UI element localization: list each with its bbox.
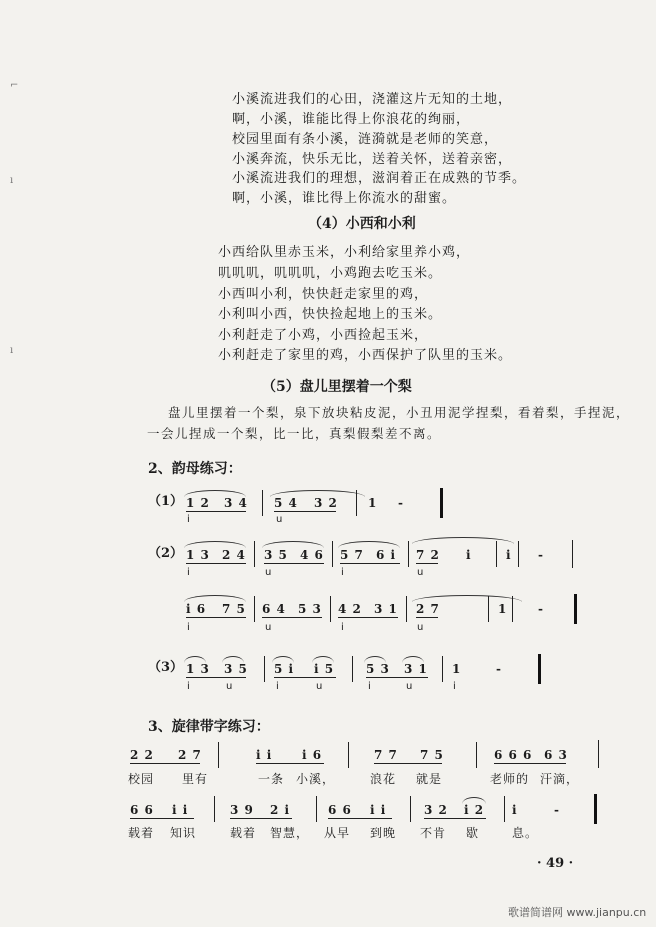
note-group: 5 4: [274, 496, 298, 510]
watermark: 歌谱简谱网 www.jianpu.cn: [508, 906, 647, 919]
beam: [416, 617, 438, 618]
barline: [254, 596, 255, 622]
barline: [408, 541, 409, 567]
lyric: 汗滴，: [540, 772, 580, 786]
vowel-mark: u: [265, 622, 272, 633]
row-label: （1）: [148, 494, 184, 509]
barline: [488, 596, 489, 622]
beam: [130, 763, 200, 764]
vowel-mark: i: [187, 567, 190, 578]
barline: [598, 740, 599, 768]
note-group: 2 2: [130, 748, 154, 762]
slur: [412, 595, 522, 602]
row-label: （3）: [148, 660, 184, 675]
poem-line: 校园里面有条小溪，涟漪就是老师的笑意，: [232, 132, 499, 147]
verse-line: 小利赶走了小鸡，小西捡起玉米，: [218, 328, 429, 343]
note-group: 6 3: [544, 748, 568, 762]
vowel-mark: u: [276, 514, 283, 525]
vowel-mark: i: [368, 681, 371, 692]
final-barline: [538, 654, 541, 684]
note-group: 1 3: [186, 548, 210, 562]
note-group: i 6: [186, 602, 207, 616]
beam: [274, 677, 336, 678]
page-number: · 49 ·: [537, 856, 574, 871]
vowel-mark: i: [341, 622, 344, 633]
note-group: 4 2: [338, 602, 362, 616]
vowel-mark: i: [276, 681, 279, 692]
lyric: 不肯: [420, 826, 447, 840]
lyric: 智慧，: [270, 826, 310, 840]
beam: [186, 511, 246, 512]
note-group: 5 7: [340, 548, 364, 562]
lyric: 浪花: [370, 772, 397, 786]
note-group: 6 i: [376, 548, 397, 562]
beam: [130, 818, 194, 819]
beam: [230, 818, 292, 819]
prose-line: 一会儿捏成一个梨，比一比，真梨假梨差不离。: [147, 426, 442, 441]
binding-mark: ı: [10, 175, 14, 186]
section-title: （4）小西和小利: [308, 216, 416, 232]
note-group: 6 4: [262, 602, 286, 616]
note-group: 3 5: [224, 662, 248, 676]
poem-line: 啊，小溪，谁比得上你流水的甜蜜。: [232, 191, 457, 206]
barline: [518, 541, 519, 567]
barline: [476, 742, 477, 768]
vowel-mark: u: [226, 681, 233, 692]
beam: [374, 763, 442, 764]
lyric: 载着: [230, 826, 257, 840]
barline: [348, 742, 349, 768]
vowel-mark: u: [417, 567, 424, 578]
vowel-mark: u: [265, 567, 272, 578]
note: 1: [368, 496, 378, 510]
binding-mark: ⌐: [10, 80, 19, 91]
note-group: 2 7: [416, 602, 440, 616]
note-group: 1 3: [186, 662, 210, 676]
barline: [496, 541, 497, 567]
beam: [366, 677, 428, 678]
slur: [184, 541, 246, 548]
barline: [504, 796, 505, 822]
note-group: i 6: [302, 748, 323, 762]
poem-line: 小溪流进我们的理想，滋润着正在成熟的节季。: [232, 171, 527, 186]
note-group: 5 3: [298, 602, 322, 616]
row-label: （2）: [148, 546, 184, 561]
barline: [512, 596, 513, 622]
lyric: 老师的: [490, 772, 530, 786]
note-group: 5 i: [274, 662, 295, 676]
note-group: 6 6: [328, 803, 352, 817]
barline: [264, 656, 265, 682]
beam: [328, 818, 392, 819]
note-group: 3 9: [230, 803, 254, 817]
verse-line: 叽叽叽，叽叽叽，小鸡跑去吃玉米。: [218, 266, 443, 281]
verse-line: 小利赶走了家里的鸡，小西保护了队里的玉米。: [218, 348, 513, 363]
beam: [262, 617, 322, 618]
note-group: i 5: [314, 662, 335, 676]
verse-line: 小利叫小西，快快捡起地上的玉米。: [218, 307, 443, 322]
barline: [332, 541, 333, 567]
note-dash: -: [496, 662, 502, 676]
beam: [186, 677, 246, 678]
note-group: 1 2: [186, 496, 210, 510]
verse-line: 小西叫小利，快快赶走家里的鸡，: [218, 287, 429, 302]
vowel-mark: i: [187, 622, 190, 633]
section-title: （5）盘儿里摆着一个梨: [262, 379, 412, 395]
slur: [338, 541, 400, 548]
binding-mark: ı: [10, 345, 14, 356]
final-barline: [440, 488, 443, 518]
vowel-mark: u: [406, 681, 413, 692]
poem-line: 小溪奔流，快乐无比，送着关怀，送着亲密，: [232, 152, 513, 167]
note-group: 3 2: [424, 803, 448, 817]
note-group: 6 6: [130, 803, 154, 817]
beam: [416, 563, 438, 564]
lyric: 小溪，: [296, 772, 336, 786]
barline: [254, 541, 255, 567]
slur: [184, 595, 246, 602]
note-group: 2 4: [222, 548, 246, 562]
vowel-mark: i: [341, 567, 344, 578]
beam: [186, 563, 246, 564]
lyric: 从早: [324, 826, 351, 840]
note-group: 2 7: [178, 748, 202, 762]
lyric: 就是: [416, 772, 443, 786]
barline: [218, 742, 219, 768]
prose-line: 盘儿里摆着一个梨，泉下放块粘皮泥，小丑用泥学捏梨，看着梨，手捏泥，: [168, 405, 631, 420]
vowel-mark: u: [417, 622, 424, 633]
lyric: 息。: [512, 826, 539, 840]
note-group: 3 5: [264, 548, 288, 562]
note-group: i i: [256, 748, 273, 762]
beam: [494, 763, 566, 764]
lyric: 里有: [182, 772, 209, 786]
slur: [262, 541, 324, 548]
vowel-mark: u: [316, 681, 323, 692]
note-group: 3 1: [374, 602, 398, 616]
lyric: 一条: [258, 772, 285, 786]
verse-line: 小西给队里赤玉米，小利给家里养小鸡，: [218, 245, 471, 260]
beam: [424, 818, 486, 819]
note-group: 6 6 6: [494, 748, 533, 762]
vowel-mark: i: [187, 681, 190, 692]
exercise-heading: 3、旋律带字练习：: [148, 719, 270, 735]
beam: [186, 617, 246, 618]
lyric: 知识: [170, 826, 197, 840]
barline: [214, 796, 215, 822]
lyric: 到晚: [370, 826, 397, 840]
note-group: 5 3: [366, 662, 390, 676]
barline: [410, 796, 411, 822]
note-group: 3 2: [314, 496, 338, 510]
final-barline: [574, 594, 577, 624]
barline: [262, 490, 263, 516]
barline: [356, 490, 357, 516]
slur: [412, 537, 514, 544]
barline: [352, 656, 353, 682]
note-dash: -: [398, 496, 404, 510]
barline: [572, 540, 573, 568]
note-group: i i: [370, 803, 387, 817]
beam: [340, 563, 400, 564]
barline: [316, 796, 317, 822]
beam: [274, 511, 336, 512]
note: i: [466, 548, 472, 562]
note-group: 4 6: [300, 548, 324, 562]
final-barline: [594, 794, 597, 824]
vowel-mark: i: [187, 514, 190, 525]
note-group: 7 5: [222, 602, 246, 616]
note-group: 2 i: [270, 803, 291, 817]
barline: [442, 656, 443, 682]
note-dash: -: [538, 602, 544, 616]
note: i: [512, 803, 518, 817]
exercise-heading: 2、韵母练习：: [148, 461, 242, 477]
note: i: [506, 548, 512, 562]
lyric: 歇: [466, 826, 480, 840]
note-group: 3 4: [224, 496, 248, 510]
barline: [406, 596, 407, 622]
note-group: 7 5: [420, 748, 444, 762]
note-group: 3 1: [404, 662, 428, 676]
beam: [338, 617, 398, 618]
poem-line: 小溪流进我们的心田，浇灌这片无知的土地，: [232, 92, 513, 107]
note-dash: -: [554, 803, 560, 817]
note-group: i i: [172, 803, 189, 817]
lyric: 校园: [128, 772, 155, 786]
note-dash: -: [538, 548, 544, 562]
lyric: 载着: [128, 826, 155, 840]
note-group: 7 7: [374, 748, 398, 762]
note-group: 7 2: [416, 548, 440, 562]
note: 1: [452, 662, 462, 676]
poem-line: 啊，小溪，谁能比得上你浪花的绚丽，: [232, 112, 471, 127]
beam: [264, 563, 324, 564]
vowel-mark: i: [453, 681, 456, 692]
beam: [256, 763, 324, 764]
barline: [330, 596, 331, 622]
note-group: i 2: [464, 803, 485, 817]
note: 1: [498, 602, 508, 616]
